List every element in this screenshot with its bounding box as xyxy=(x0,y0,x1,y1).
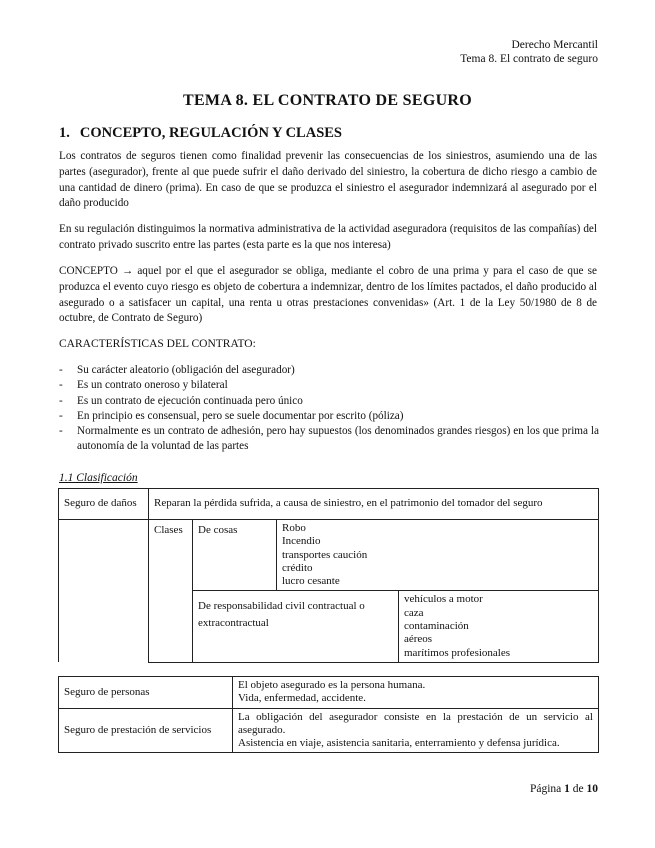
list-item: aéreos xyxy=(404,633,433,646)
list-item: contaminación xyxy=(404,620,469,633)
things-label: De cosas xyxy=(193,520,277,591)
section-number: 1. xyxy=(59,125,70,141)
current-page: 1 xyxy=(564,783,570,795)
list-item: marítimos profesionales xyxy=(404,646,511,659)
damage-insurance-table xyxy=(58,488,599,663)
service-insurance-label: Seguro de prestación de servicios xyxy=(59,708,233,753)
list-item: transportes caución xyxy=(282,548,368,561)
list-item: - Normalmente es un contrato de adhesión, pero hay supuestos (los denominados grandes riesgos) en los que prima la autonomía de la voluntad de las partes xyxy=(59,424,599,455)
characteristics-heading: CARACTERÍSTICAS DEL CONTRATO: xyxy=(59,338,256,350)
description-line: Vida, enfermedad, accidente. xyxy=(238,692,366,705)
section-title: CONCEPTO, REGULACIÓN Y CLASES xyxy=(79,125,342,141)
list-item: caza xyxy=(404,606,424,619)
liability-list xyxy=(399,591,599,662)
description-line: Asistencia en viaje, asistencia sanitaria, enterramiento y defensa jurídica. xyxy=(238,737,560,750)
header-topic: Tema 8. El contrato de seguro xyxy=(460,53,598,65)
things-list xyxy=(277,520,599,591)
personal-insurance-label: Seguro de personas xyxy=(59,677,233,709)
page-separator: de xyxy=(572,783,584,795)
blank-cell xyxy=(59,520,149,663)
list-item: - Es un contrato oneroso y bilateral xyxy=(59,378,599,393)
paragraph-intro: Los contratos de seguros tienen como finalidad prevenir las consecuencias de los siniestros, asumiendo una de las partes (asegurador), frente al que puede sufrir el daño derivado del siniestro, la cobertura de dicho riesgo a cambio de una cantidad de dinero (prima). En caso de que se produzca el siniestro el asegurador indemnizará al asegurado por el daño producido xyxy=(59,150,597,210)
liability-label: De responsabilidad civil contractual o extracontractual xyxy=(193,591,399,662)
paragraph-concept: CONCEPTO → aquel por el que el asegurador se obliga, mediante el cobro de una prima y para el caso de que se produzca el evento cuyo riesgo es objeto de cobertura a indemnizar, dentro de los límites pactados, el daño producido al asegurado o a satisfacer un capital, una renta u otras prestaciones convenidas» (Art. 1 de la Ley 50/1980 de 8 de octubre, de Contrato de Seguro) xyxy=(59,265,597,325)
list-item: - Es un contrato de ejecución continuada pero único xyxy=(59,394,599,409)
paragraph-regulation: En su regulación distinguimos la normativa administrativa de la actividad aseguradora (requisitos de las compañías) del contrato privado suscrito entre las partes (esta parte es la que nos interesa) xyxy=(59,223,597,251)
personal-insurance-description xyxy=(233,677,599,709)
document-title: TEMA 8. EL CONTRATO DE SEGURO xyxy=(182,92,473,109)
damage-insurance-description: Reparan la pérdida sufrida, a causa de siniestro, en el patrimonio del tomador del seguro xyxy=(149,489,599,520)
running-header xyxy=(460,38,598,66)
header-subject: Derecho Mercantil xyxy=(511,39,598,51)
list-item: Incendio xyxy=(282,535,321,548)
section-heading xyxy=(59,125,342,142)
list-item: - Su carácter aleatorio (obligación del asegurador) xyxy=(59,363,599,378)
characteristics-list xyxy=(59,363,599,455)
page-label: Página xyxy=(529,783,562,795)
page-number xyxy=(530,783,598,795)
list-item: Robo xyxy=(282,522,306,534)
service-insurance-description xyxy=(233,708,599,753)
description-line: El objeto asegurado es la persona humana. xyxy=(238,679,426,691)
list-item: vehículos a motor xyxy=(404,593,483,606)
list-item: crédito xyxy=(282,561,313,574)
subsection-heading: 1.1 Clasificación xyxy=(59,472,138,484)
total-pages: 10 xyxy=(586,783,598,795)
list-item: - En principio es consensual, pero se suele documentar por escrito (póliza) xyxy=(59,409,599,424)
list-item: lucro cesante xyxy=(282,575,340,588)
description-line: La obligación del asegurador consiste en la prestación de un servicio al asegurado. xyxy=(238,710,593,736)
damage-insurance-label: Seguro de daños xyxy=(59,489,149,520)
other-insurance-table xyxy=(58,676,599,753)
classes-label: Clases xyxy=(149,520,193,663)
